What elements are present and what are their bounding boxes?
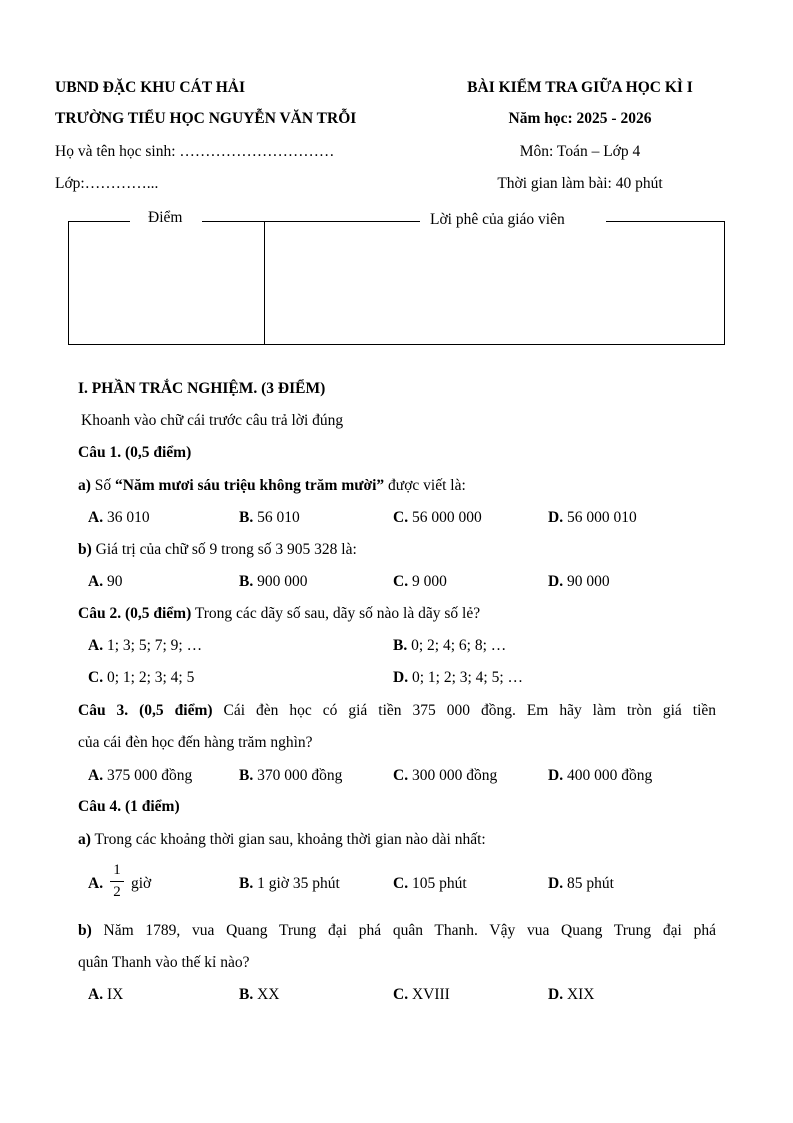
question-text: Số <box>94 477 112 494</box>
subject-line: Môn: Toán – Lớp 4 <box>519 143 641 160</box>
question-text: Năm 1789, vua Quang Trung đại phá quân Thanh. Vậy vua Quang Trung đại phá <box>103 922 716 939</box>
part-label: a) <box>78 831 91 848</box>
box-divider <box>264 221 265 344</box>
part-label: b) <box>78 541 92 558</box>
question-text: được viết là: <box>388 477 466 494</box>
answer-option[interactable]: C. 9 000 <box>393 573 447 590</box>
answer-option[interactable]: B. 0; 2; 4; 6; 8; … <box>393 637 507 654</box>
question-text: Trong các khoảng thời gian sau, khoảng thời gian nào dài nhất: <box>94 831 486 848</box>
section-instruction: Khoanh vào chữ cái trước câu trả lời đúng <box>81 412 344 429</box>
answer-option[interactable]: C. XVIII <box>393 986 450 1003</box>
question-4b-text <box>78 922 716 940</box>
fraction-denominator: 2 <box>113 884 121 900</box>
box-top-line <box>606 221 724 222</box>
question-3 <box>78 702 716 720</box>
question-text: Giá trị của chữ số 9 trong số 3 905 328 là: <box>95 541 357 558</box>
part-label: b) <box>78 922 92 939</box>
answer-option[interactable]: A. 90 <box>88 573 123 590</box>
answer-option[interactable]: D. 90 000 <box>548 573 610 590</box>
answer-option[interactable]: C. 0; 1; 2; 3; 4; 5 <box>88 669 195 686</box>
question-4b-continuation: quân Thanh vào thế kỉ nào? <box>78 954 250 971</box>
answer-option[interactable]: C. 300 000 đồng <box>393 767 498 784</box>
exam-title: BÀI KIỂM TRA GIỮA HỌC KÌ I <box>467 79 693 96</box>
question-3-title: Câu 3. (0,5 điểm) <box>78 702 213 719</box>
answer-option[interactable]: C. 105 phút <box>393 875 467 892</box>
answer-option[interactable]: D. XIX <box>548 986 595 1003</box>
box-top-line <box>68 221 130 222</box>
question-text: Trong các dãy số sau, dãy số nào là dãy số lẻ? <box>194 605 481 622</box>
answer-option[interactable]: A. 375 000 đồng <box>88 767 193 784</box>
question-1-title: Câu 1. (0,5 điểm) <box>78 444 192 461</box>
teacher-comment-label: Lời phê của giáo viên <box>430 211 565 228</box>
answer-option-text: giờ <box>131 875 152 892</box>
answer-option[interactable]: C. 56 000 000 <box>393 509 482 526</box>
question-2-title: Câu 2. (0,5 điểm) <box>78 605 192 622</box>
part-label: a) <box>78 477 91 494</box>
question-4-title: Câu 4. (1 điểm) <box>78 798 180 815</box>
answer-option[interactable]: D. 0; 1; 2; 3; 4; 5; … <box>393 669 524 686</box>
answer-option[interactable]: A. 1; 3; 5; 7; 9; … <box>88 637 203 654</box>
box-top-line <box>202 221 420 222</box>
question-text: Cái đèn học có giá tiền 375 000 đồng. Em hãy làm tròn giá tiền <box>223 702 716 719</box>
question-2 <box>78 605 480 623</box>
fraction <box>110 862 124 901</box>
school-name: TRƯỜNG TIỂU HỌC NGUYỄN VĂN TRỖI <box>55 110 357 127</box>
student-name-line: Họ và tên học sinh: ………………………… <box>55 143 335 160</box>
question-3-continuation: của cái đèn học đến hàng trăm nghìn? <box>78 734 313 751</box>
number-in-words: “Năm mươi sáu triệu không trăm mười” <box>115 477 385 494</box>
fraction-bar <box>110 881 124 882</box>
time-limit: Thời gian làm bài: 40 phút <box>497 175 663 192</box>
answer-option-letter[interactable]: A. <box>88 875 104 892</box>
question-4a-text <box>78 831 486 849</box>
class-line: Lớp:…………... <box>55 175 159 192</box>
answer-option[interactable]: B. 1 giờ 35 phút <box>239 875 340 892</box>
question-1a-text <box>78 477 466 495</box>
agency-name: UBND ĐẶC KHU CÁT HẢI <box>55 79 246 96</box>
answer-option[interactable]: B. 900 000 <box>239 573 308 590</box>
answer-option[interactable]: A. 36 010 <box>88 509 150 526</box>
answer-option[interactable]: D. 85 phút <box>548 875 614 892</box>
fraction-numerator: 1 <box>113 862 121 878</box>
answer-option[interactable]: B. 56 010 <box>239 509 300 526</box>
score-comment-box <box>68 221 725 345</box>
score-label: Điểm <box>148 209 183 226</box>
answer-option[interactable]: B. 370 000 đồng <box>239 767 343 784</box>
answer-option[interactable]: D. 400 000 đồng <box>548 767 653 784</box>
section-title: I. PHẦN TRẮC NGHIỆM. (3 ĐIỂM) <box>78 380 326 397</box>
answer-option[interactable]: D. 56 000 010 <box>548 509 637 526</box>
school-year: Năm học: 2025 - 2026 <box>508 110 652 127</box>
question-1b-text <box>78 541 357 559</box>
answer-option[interactable]: B. XX <box>239 986 280 1003</box>
answer-option[interactable]: A. IX <box>88 986 124 1003</box>
